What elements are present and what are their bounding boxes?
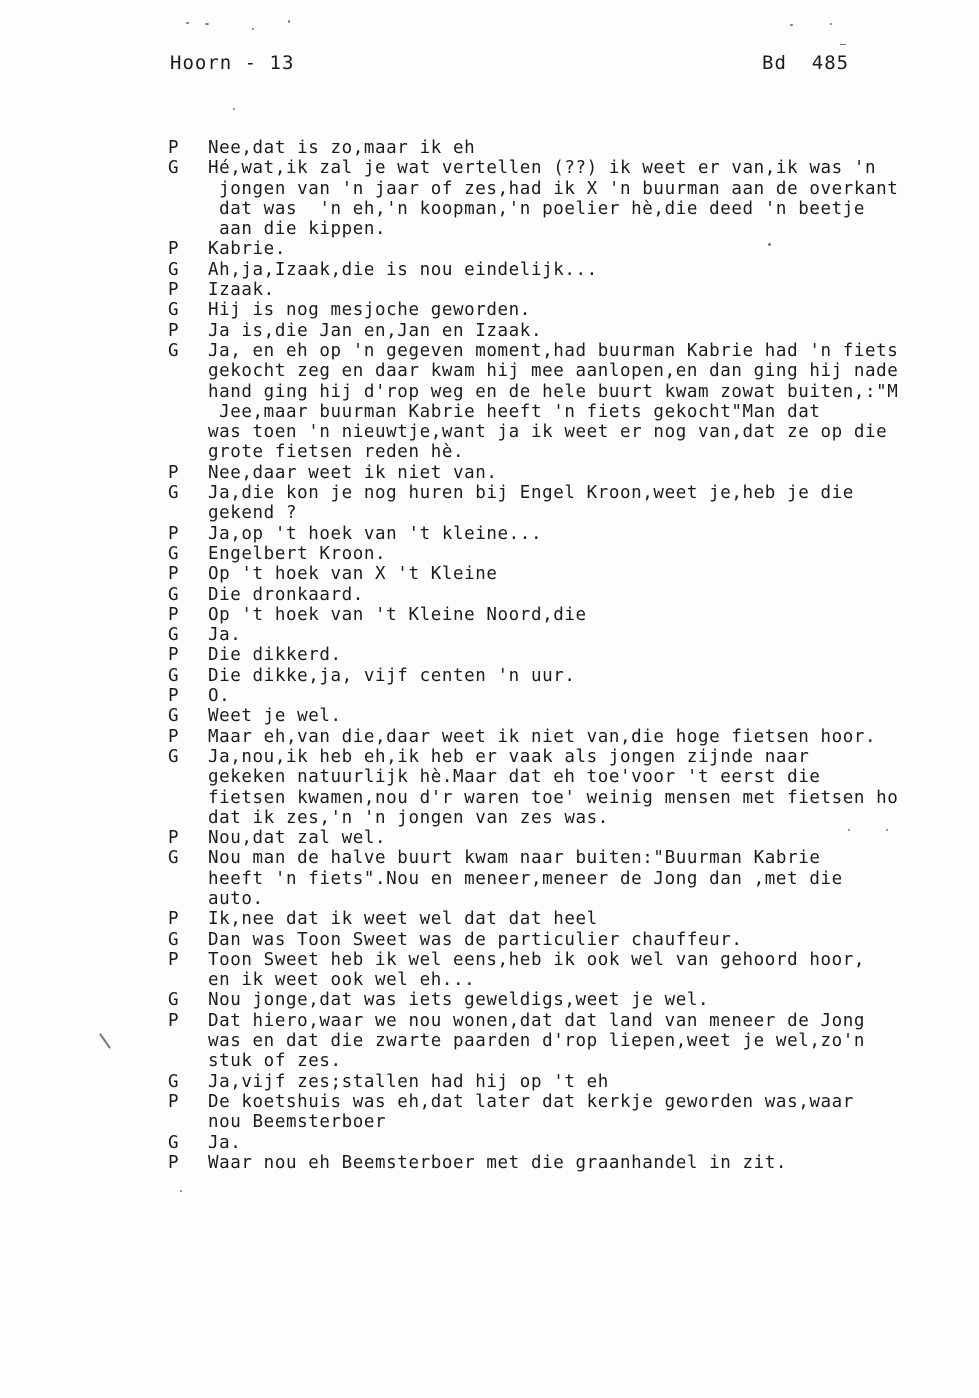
transcript-entry [168,483,976,524]
utterance [208,280,976,300]
speaker-label: P [168,462,179,483]
speaker-label: G [168,158,179,179]
transcript-entry [168,300,976,320]
speaker-label: P [168,1091,179,1112]
speaker-label: P [168,686,179,707]
utterance-line: gekeken natuurlijk hè.Maar dat eh toe'voor 't eerst die [208,767,821,788]
utterance [208,1092,976,1133]
scan-speck [288,20,290,23]
transcript-entry [168,930,976,950]
scan-speck [840,44,846,45]
utterance-line: Maar eh,van die,daar weet ik niet van,die hoge fietsen hoor. [208,726,877,747]
utterance [208,909,976,929]
transcript-entry [168,239,976,259]
utterance-line: Ja, en eh op 'n gegeven moment,had buurman Kabrie had 'n fiets [208,340,899,361]
utterance [208,1153,976,1173]
scan-speck [830,23,832,25]
utterance-line: grote fietsen reden hè. [208,442,465,463]
scan-speck [886,829,888,831]
utterance [208,625,976,645]
speaker-label: G [168,665,179,686]
utterance-line: Kabrie. [208,239,286,260]
transcript-entry [168,158,976,239]
speaker-label: P [168,564,179,585]
transcript-entry [168,463,976,483]
speaker-label: P [168,280,179,301]
utterance [208,747,976,828]
scan-speck [768,243,771,246]
utterance-line: auto. [208,888,264,909]
speaker-label: P [168,1152,179,1173]
utterance-line: was en dat die zwarte paarden d'rop liepen,weet je wel,zo'n [208,1031,866,1052]
utterance-line: Ja. [208,1132,242,1153]
speaker-label: P [168,828,179,849]
utterance-line: Nou man de halve buurt kwam naar buiten:"Buurman Kabrie [208,848,821,869]
transcript-entry [168,828,976,848]
transcript-entry [168,138,976,158]
speaker-label: G [168,990,179,1011]
speaker-label: P [168,1010,179,1031]
utterance-line: De koetshuis was eh,dat later dat kerkje geworden was,waar [208,1091,854,1112]
transcript-entry [168,585,976,605]
utterance [208,727,976,747]
utterance-line: Op 't hoek van X 't Kleine [208,564,498,585]
transcript-entry [168,260,976,280]
utterance [208,605,976,625]
utterance [208,544,976,564]
utterance [208,848,976,909]
utterance-line: Hé,wat,ik zal je wat vertellen (??) ik weet er van,ik was 'n [208,158,877,179]
transcript-entry [168,848,976,909]
utterance-line: en ik weet ook wel eh... [208,970,476,991]
speaker-label: G [168,483,179,504]
utterance-line: stuk of zes. [208,1051,342,1072]
transcript-entry [168,909,976,929]
speaker-label: P [168,239,179,260]
utterance-line: Nee,daar weet ik niet van. [208,462,498,483]
utterance-line: gekend ? [208,503,298,524]
transcript-entry [168,341,976,463]
utterance-line: dat ik zes,'n 'n jongen van zes was. [208,807,609,828]
utterance-line: Ja,op 't hoek van 't kleine... [208,523,543,544]
utterance-line: heeft 'n fiets".Nou en meneer,meneer de Jong dan ,met die [208,868,843,889]
utterance-line: Ja. [208,625,242,646]
transcript-entry [168,1092,976,1133]
transcript-entry [168,727,976,747]
utterance-line: Nou jonge,dat was iets geweldigs,weet je wel. [208,990,710,1011]
utterance-line: Nee,dat is zo,maar ik eh [208,138,476,158]
utterance [208,930,976,950]
utterance-line: was toen 'n nieuwtje,want ja ik weet er nog van,dat ze op die [208,422,888,443]
speaker-label: P [168,320,179,341]
utterance [208,645,976,665]
utterance-line: Dat hiero,waar we nou wonen,dat dat land van meneer de Jong [208,1010,866,1031]
utterance-line: Toon Sweet heb ik wel eens,heb ik ook wel van gehoord hoor, [208,949,866,970]
transcript-entry [168,1072,976,1092]
speaker-label: G [168,848,179,869]
utterance-line: Op 't hoek van 't Kleine Noord,die [208,604,587,625]
speaker-label: G [168,300,179,321]
utterance-line: O. [208,686,231,707]
utterance-line: Die dikke,ja, vijf centen 'n uur. [208,665,576,686]
speaker-label: P [168,909,179,930]
transcript-entry [168,1153,976,1173]
utterance-line: jongen van 'n jaar of zes,had ik X 'n buurman aan de overkant [208,178,899,199]
speaker-label: G [168,929,179,950]
speaker-label: G [168,625,179,646]
speaker-label: G [168,543,179,564]
utterance [208,706,976,726]
utterance-line: Ik,nee dat ik weet wel dat dat heel [208,909,598,930]
speaker-label: P [168,523,179,544]
utterance [208,260,976,280]
speaker-label: G [168,340,179,361]
transcript-entry [168,706,976,726]
utterance [208,524,976,544]
utterance [208,239,976,259]
scan-speck [848,829,850,831]
utterance-line: Die dikkerd. [208,645,342,666]
utterance-line: Ja,die kon je nog huren bij Engel Kroon,weet je,heb je die [208,483,854,504]
utterance [208,585,976,605]
transcript-entry [168,747,976,828]
utterance-line: dat was 'n eh,'n koopman,'n poelier hè,die deed 'n beetje [208,198,866,219]
utterance [208,1011,976,1072]
speaker-label: P [168,138,179,158]
transcript-entry [168,1133,976,1153]
utterance-line: Jee,maar buurman Kabrie heeft 'n fiets gekocht"Man dat [208,401,821,422]
utterance-line: hand ging hij d'rop weg en de hele buurt kwam zowat buiten,:"M [208,381,899,402]
utterance-line: Nou,dat zal wel. [208,828,387,849]
utterance-line: nou Beemsterboer [208,1112,387,1133]
utterance-line: Hij is nog mesjoche geworden. [208,300,531,321]
transcript-entry [168,321,976,341]
speaker-label: P [168,726,179,747]
transcript-entry [168,544,976,564]
page-header-reference: Bd 485 [762,52,850,74]
speaker-label: G [168,746,179,767]
scan-speck [99,1033,111,1049]
transcript-entry [168,280,976,300]
transcript-entry [168,625,976,645]
speaker-label: P [168,949,179,970]
speaker-label: G [168,584,179,605]
scan-speck [180,1190,182,1192]
scan-speck [233,108,235,110]
utterance [208,138,976,158]
utterance [208,483,976,524]
utterance-line: Dan was Toon Sweet was de particulier chauffeur. [208,929,743,950]
utterance [208,300,976,320]
scan-speck [205,23,209,25]
utterance-line: Die dronkaard. [208,584,364,605]
transcript-entry [168,564,976,584]
utterance [208,564,976,584]
scan-speck [186,22,189,24]
utterance [208,828,976,848]
speaker-label: G [168,1071,179,1092]
speaker-label: G [168,1132,179,1153]
utterance [208,950,976,991]
speaker-label: G [168,706,179,727]
utterance [208,686,976,706]
transcript-entry [168,605,976,625]
transcript-entry [168,990,976,1010]
transcript-entry [168,686,976,706]
utterance-line: aan die kippen. [208,219,387,240]
scan-speck [252,28,254,30]
utterance [208,1072,976,1092]
utterance [208,990,976,1010]
transcript-entry [168,666,976,686]
utterance-line: gekocht zeg en daar kwam hij mee aanlopen,en dan ging hij nade [208,361,899,382]
utterance-line: fietsen kwamen,nou d'r waren toe' weinig mensen met fietsen ho [208,787,899,808]
utterance-line: Ah,ja,Izaak,die is nou eindelijk... [208,259,598,280]
speaker-label: P [168,604,179,625]
transcript-entry [168,645,976,665]
page-header-location: Hoorn - 13 [170,52,295,74]
transcript-entry [168,524,976,544]
utterance-line: Engelbert Kroon. [208,543,387,564]
utterance-line: Ja,nou,ik heb eh,ik heb er vaak als jongen zijnde naar [208,746,810,767]
utterance-line: Weet je wel. [208,706,342,727]
transcript-entry [168,950,976,991]
transcript-body [168,138,976,1173]
utterance-line: Ja,vijf zes;stallen had hij op 't eh [208,1071,609,1092]
utterance-line: Ja is,die Jan en,Jan en Izaak. [208,320,543,341]
utterance [208,321,976,341]
scan-speck [790,24,793,26]
utterance-line: Waar nou eh Beemsterboer met die graanhandel in zit. [208,1152,788,1173]
utterance [208,158,976,239]
utterance [208,666,976,686]
utterance [208,1133,976,1153]
speaker-label: G [168,259,179,280]
speaker-label: P [168,645,179,666]
utterance-line: Izaak. [208,280,275,301]
utterance [208,463,976,483]
transcript-entry [168,1011,976,1072]
utterance [208,341,976,463]
